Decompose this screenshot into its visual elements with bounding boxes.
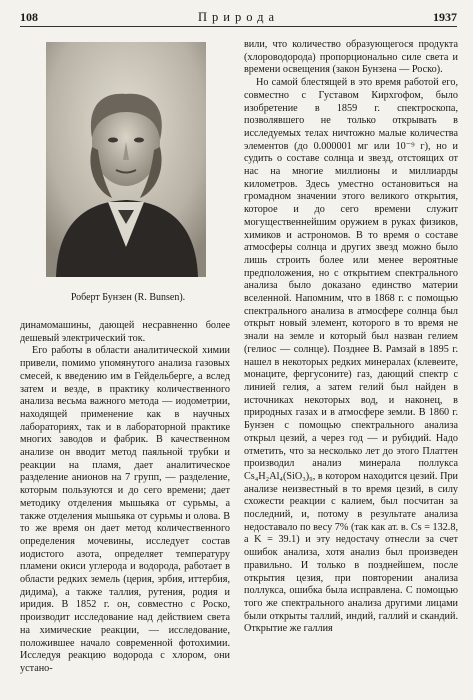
header-rule [20, 26, 457, 27]
paragraph: Но самой блестящей в это время работой его, совместно с Густавом Кирхгофом, было изобретение в 1859 г. спектроскопа, позволявшего не только открывать в исследуемых телах ничтожно малые количества элементов (до 0.000001 мг или 10⁻⁹ г), но и судить о составе солнца и звезд, отстоящих от нас на многие миллионы и миллиарды километров. Здесь уместно остановиться на громадном значении этого великого открытия, которое и до сего времени служит могущественнейшим оружием в руках физиков, химиков и астрономов. В то время о составе атмосферы солнца и других звезд можно было лишь строить более или менее вероятные предположения, но с открытием спектрального анализа было доказано единство материи вселенной. Напомним, что в 1868 г. с помощью спектрального анализа в атмосфере солнца был открыт новый элемент, которого в то время не знали на земле и который был назван гелием (гелиос — солнце). Позднее В. Рамзай в 1895 г. нашел в некоторых редких минералах (клевеите, монаците, фергусоните) газ, дающий спектр с линией гелия, а затем гелий был найден в источниках некоторых вод, и наконец, в природных газах и в атмосфере земли. В 1860 г. Бунзен с помощью спектрального анализа открыл цезий, а через год — и рубидий. Надо отметить, что за несколько лет до этого Платтен производил анализ минерала поллукса Cs₄H₂Al₄(SiO₃)₉, в котором находится цезий. При анализе неизвестный в то время цезий, в силу схожести реакции с калием, был посчитан за последний, и, потому в результате анализа недоставало по весу 7% (так как ат. в. Cs = 132.8, а K = 39.1) и эту недостачу отнесли за счет ошибок анализа, хотя анализ был произведен правильно. И только в позднейшем, после открытия цезия, при повторении анализа поллукса, ошибка была исправлена. С помощью того же спектрального анализа другими лицами были открыты таллий, индий, галлий и скандий. Открытие же галлия [244, 77, 458, 635]
year: 1937 [433, 10, 457, 24]
figure-caption: Роберт Бунзен (R. Bunsen). [70, 292, 186, 303]
right-column [244, 39, 458, 636]
left-column [20, 320, 230, 676]
paragraph: динамомашины, дающей несравненно более дешевый электрический ток. [20, 320, 230, 344]
paragraph: вили, что количество образующегося продукта (хлороводорода) пропорционально силе света и времени освещения (закон Бунзена — Роско). [244, 39, 458, 76]
paragraph: Его работы в области аналитической химии привели, помимо упомянутого анализа газовых смесей, к введению им в Гейдельберге, а вслед затем и везде, в практику количественного анализа весьма важного метода — иодометрии, находящей применение как в научных лабораториях, так и в лабораторной практике многих заводов и фабрик. В качественном анализе он вводит метод паяльной трубки и реакции на пламя, дает аналитическое разделение анионов на 7 групп, — разделение, которым пользуются и до сего времени; дает методику отделения мышьяка от сурьмы, а также отделения мышьяка от сурьмы и олова. В то же время он дает метод количественного определения мочевины, исследует состав иодистого азота, определяет температуру пламени окиси углерода и водорода, работает в области редких земель (церия, эрбия, иттербия, дидима), а также таллия, рутения, родия и иридия. В 1852 г. он, совместно с Роско, производит исследование над действием света на химические реакции, — исследование, положившее начало современной фотохимии. Исследуя реакцию водорода с хлором, они устано- [20, 345, 230, 674]
bunsen-portrait-image [46, 42, 206, 277]
journal-name: Природа [197, 10, 279, 24]
page-number: 108 [20, 10, 38, 24]
